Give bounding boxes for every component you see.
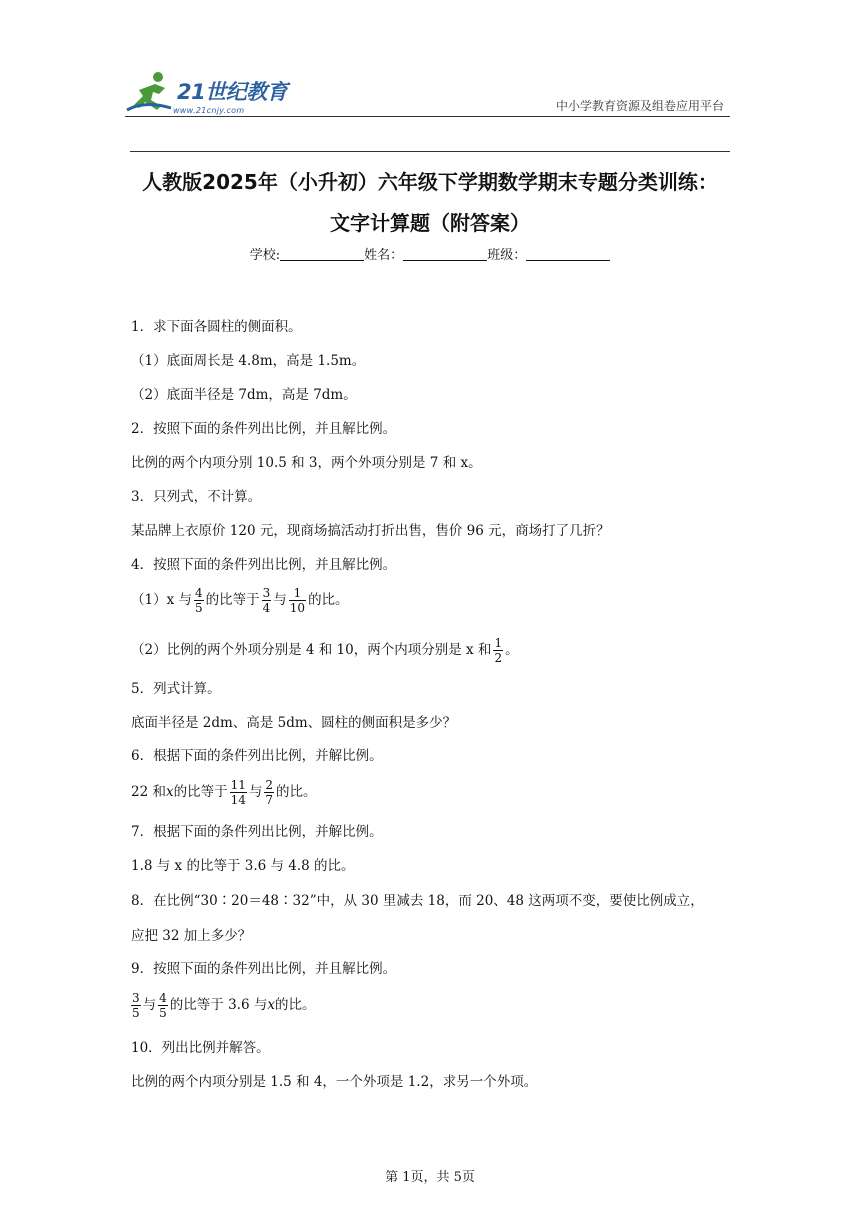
page-footer: 第 1页，共 5页: [385, 1170, 475, 1185]
text-span: 与: [142, 997, 157, 1013]
question-4: 4．按照下面的条件列出比例，并且解比例。: [131, 557, 397, 573]
fraction: [158, 991, 168, 1020]
question-1-part-1: （1）底面周长是 4.8m，高是 1.5m。: [131, 353, 366, 369]
numerator: 4: [195, 586, 203, 600]
variable: x: [267, 997, 275, 1013]
question-10: 10．列出比例并解答。: [131, 1040, 270, 1056]
numerator: 3: [132, 991, 140, 1005]
question-1: 1．求下面各圆柱的侧面积。: [131, 319, 302, 335]
numerator: 11: [230, 778, 246, 792]
numerator: 3: [262, 586, 271, 600]
class-blank[interactable]: [526, 246, 610, 261]
fraction: [194, 586, 204, 615]
denominator: 14: [230, 793, 246, 807]
question-2: 2．按照下面的条件列出比例，并且解比例。: [131, 421, 397, 437]
numerator: 1: [494, 636, 503, 650]
numerator: 4: [159, 991, 167, 1005]
denominator: 7: [265, 793, 274, 807]
text-span: 的比等于: [205, 592, 260, 608]
text-span: 的比等于: [173, 784, 228, 800]
question-7-text: 1.8 与 x 的比等于 3.6 与 4.8 的比。: [131, 858, 355, 874]
fraction: [131, 991, 141, 1020]
denominator: 2: [494, 651, 503, 665]
name-blank[interactable]: [403, 246, 487, 261]
text-span: 的比。: [308, 592, 349, 608]
page-header: [125, 64, 730, 117]
doc-subtitle: 文字计算题（附答案）: [330, 211, 530, 235]
variable: x: [165, 784, 174, 800]
school-blank[interactable]: [280, 246, 364, 261]
runner-logo-icon: [125, 70, 177, 114]
question-4-part-2: [131, 636, 519, 665]
question-9: 9．按照下面的条件列出比例，并且解比例。: [131, 961, 397, 977]
question-5-text: 底面半径是 2dm、高是 5dm、圆柱的侧面积是多少？: [131, 715, 457, 731]
question-8: 8．在比例“30∶20＝48∶32”中，从 30 里减去 18，而 20、48 这两项不变，要使比例成立，: [131, 893, 704, 909]
logo-text: 21世纪教育: [177, 80, 288, 104]
text-span: （2）比例的两个外项分别是 4 和 10，两个内项分别是 x 和: [131, 642, 492, 658]
doc-title: 人教版2025年（小升初）六年级下学期数学期末专题分类训练：: [142, 170, 718, 194]
question-8-cont: 应把 32 加上多少？: [131, 928, 252, 944]
divider: [130, 151, 730, 152]
text-span: 。: [505, 642, 519, 658]
question-2-text: 比例的两个内项分别 10.5 和 3，两个外项分别是 7 和 x。: [131, 455, 482, 471]
question-1-part-2: （2）底面半径是 7dm，高是 7dm。: [131, 387, 357, 403]
question-6: 6．根据下面的条件列出比例，并解比例。: [131, 748, 383, 764]
question-4-part-1: [131, 586, 349, 615]
question-9-text: [131, 991, 315, 1020]
school-label: 学校:: [249, 248, 281, 263]
question-5: 5．列式计算。: [131, 681, 221, 697]
text-span: 与: [248, 784, 263, 800]
denominator: 5: [159, 1006, 167, 1020]
class-label: 班级：: [487, 248, 527, 263]
text-span: 的比等于 3.6 与: [169, 997, 268, 1013]
denominator: 5: [195, 601, 203, 615]
logo-url: www.21cnjy.com: [173, 106, 245, 115]
fraction: [289, 586, 306, 615]
logo: [125, 70, 290, 114]
name-label: 姓名：: [364, 248, 404, 263]
denominator: 4: [262, 601, 271, 615]
question-3-text: 某品牌上衣原价 120 元，现商场搞活动打折出售，售价 96 元，商场打了几折？: [131, 523, 610, 539]
text-span: 22 和: [131, 784, 166, 800]
denominator: 10: [289, 601, 306, 615]
question-3: 3．只列式，不计算。: [131, 489, 262, 505]
text-span: （1）x 与: [131, 592, 192, 608]
question-6-text: [131, 778, 317, 807]
denominator: 5: [132, 1006, 140, 1020]
text-span: 的比。: [276, 784, 317, 800]
fraction: [262, 586, 272, 615]
numerator: 2: [265, 778, 274, 792]
fraction: [264, 778, 274, 807]
numerator: 1: [289, 586, 306, 601]
fraction: [493, 636, 503, 665]
question-10-text: 比例的两个内项分别是 1.5 和 4，一个外项是 1.2，求另一个外项。: [131, 1074, 538, 1090]
text-span: 的比。: [274, 997, 316, 1013]
student-info-fields: [0, 244, 860, 263]
fraction: [230, 778, 247, 807]
header-tagline: 中小学教育资源及组卷应用平台: [555, 99, 724, 113]
text-span: 与: [273, 592, 287, 608]
question-7: 7．根据下面的条件列出比例，并解比例。: [131, 824, 383, 840]
